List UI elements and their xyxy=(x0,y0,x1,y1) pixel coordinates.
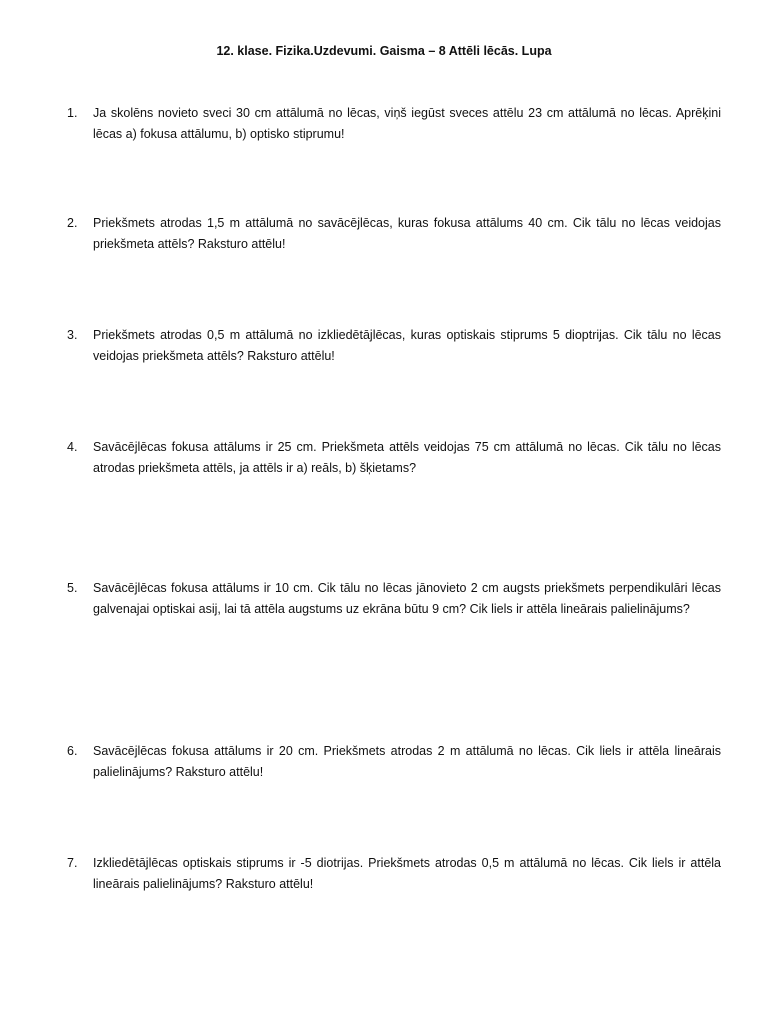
task-item xyxy=(67,103,721,145)
task-number: 2. xyxy=(67,216,78,230)
task-text: Priekšmets atrodas 0,5 m attālumā no izkliedētājlēcas, kuras optiskais stiprums 5 dioptrijas. Cik tālu no lēcas veidojas priekšmeta attēls? Raksturo attēlu! xyxy=(93,328,721,363)
task-text: Izkliedētājlēcas optiskais stiprums ir -5 diotrijas. Priekšmets atrodas 0,5 m attālumā no lēcas. Cik liels ir attēla lineārais palielinājums? Raksturo attēlu! xyxy=(93,856,721,891)
document-title: 12. klase. Fizika.Uzdevumi. Gaisma – 8 Attēli lēcās. Lupa xyxy=(216,44,552,58)
task-item xyxy=(67,578,721,620)
task-text: Savācējlēcas fokusa attālums ir 25 cm. Priekšmeta attēls veidojas 75 cm attālumā no lēcas. Cik tālu no lēcas atrodas priekšmeta attēls, ja attēls ir a) reāls, b) šķietams? xyxy=(93,440,721,475)
task-number: 4. xyxy=(67,440,78,454)
task-number: 5. xyxy=(67,581,78,595)
task-item xyxy=(67,213,721,255)
task-item xyxy=(67,741,721,783)
task-text: Savācējlēcas fokusa attālums ir 10 cm. Cik tālu no lēcas jānovieto 2 cm augsts priekšmets perpendikulāri lēcas galvenajai optiskai asij, lai tā attēla augstums uz ekrāna būtu 9 cm? Cik liels ir attēla lineārais palielinājums? xyxy=(93,581,721,616)
task-number: 3. xyxy=(67,328,78,342)
task-text: Ja skolēns novieto sveci 30 cm attālumā no lēcas, viņš iegūst sveces attēlu 23 cm attālumā no lēcas. Aprēķini lēcas a) fokusa attālumu, b) optisko stiprumu! xyxy=(93,106,721,141)
task-number: 1. xyxy=(67,106,78,120)
task-item xyxy=(67,437,721,479)
task-text: Savācējlēcas fokusa attālums ir 20 cm. Priekšmets atrodas 2 m attālumā no lēcas. Cik liels ir attēla lineārais palielinājums? Raksturo attēlu! xyxy=(93,744,721,779)
task-item xyxy=(67,325,721,367)
task-number: 7. xyxy=(67,856,78,870)
task-item xyxy=(67,853,721,895)
task-text: Priekšmets atrodas 1,5 m attālumā no savācējlēcas, kuras fokusa attālums 40 cm. Cik tālu no lēcas veidojas priekšmeta attēls? Raksturo attēlu! xyxy=(93,216,721,251)
task-number: 6. xyxy=(67,744,78,758)
